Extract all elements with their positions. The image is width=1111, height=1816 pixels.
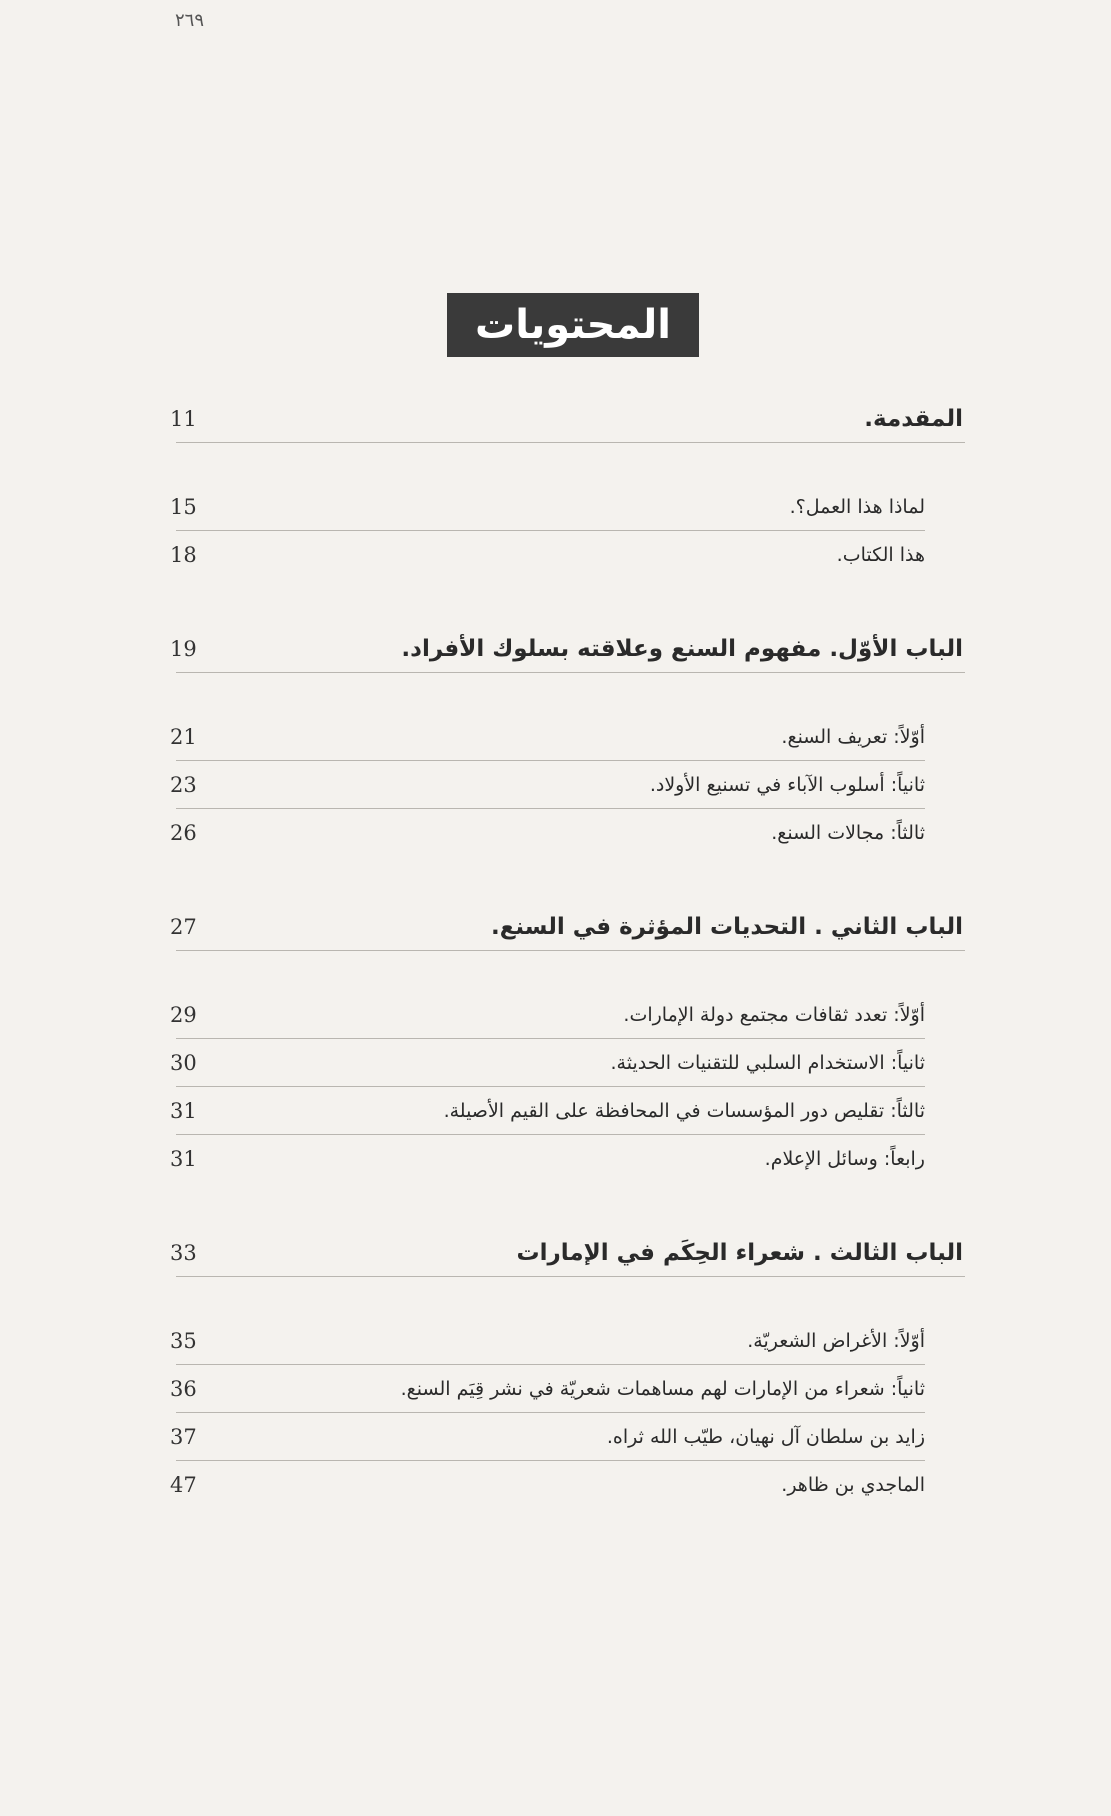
toc-entry-label: هذا الكتاب. bbox=[836, 544, 925, 566]
toc-entry-label: الباب الأوّل. مفهوم السنع وعلاقته بسلوك الأفراد. bbox=[401, 636, 963, 662]
toc-entry-label: ثانياً: أسلوب الآباء في تسنيع الأولاد. bbox=[649, 774, 925, 796]
toc-entry-why-this-work[interactable] bbox=[170, 483, 965, 531]
toc-page-number: 47 bbox=[170, 1473, 197, 1497]
table-of-contents bbox=[170, 395, 965, 1509]
toc-entry-this-book[interactable] bbox=[170, 531, 965, 579]
toc-entry-part-2-fourth[interactable] bbox=[170, 1135, 965, 1183]
toc-entry-label: المقدمة. bbox=[864, 406, 963, 432]
toc-entry-label: الماجدي بن ظاهر. bbox=[781, 1474, 925, 1496]
toc-entry-label: رابعاً: وسائل الإعلام. bbox=[764, 1148, 925, 1170]
toc-entry-label: زايد بن سلطان آل نهيان، طيّب الله ثراه. bbox=[606, 1426, 925, 1448]
toc-entry-part-1[interactable] bbox=[170, 625, 965, 673]
toc-entry-label: ثانياً: شعراء من الإمارات لهم مساهمات شعريّة في نشر قِيَم السنع. bbox=[400, 1378, 925, 1400]
toc-page-number: 15 bbox=[170, 495, 197, 519]
toc-entry-part-2-second[interactable] bbox=[170, 1039, 965, 1087]
toc-entry-part-2-third[interactable] bbox=[170, 1087, 965, 1135]
toc-page-number: 33 bbox=[170, 1241, 197, 1265]
toc-page-number: 29 bbox=[170, 1003, 197, 1027]
toc-entry-part-1-second[interactable] bbox=[170, 761, 965, 809]
toc-entry-part-2[interactable] bbox=[170, 903, 965, 951]
toc-entry-part-1-third[interactable] bbox=[170, 809, 965, 857]
toc-page-number: 36 bbox=[170, 1377, 197, 1401]
toc-page-number: 11 bbox=[170, 407, 197, 431]
toc-entry-part-1-first[interactable] bbox=[170, 713, 965, 761]
toc-entry-part-3-zayed[interactable] bbox=[170, 1413, 965, 1461]
toc-entry-part-3[interactable] bbox=[170, 1229, 965, 1277]
toc-entry-label: ثالثاً: مجالات السنع. bbox=[771, 822, 925, 844]
toc-entry-part-3-second[interactable] bbox=[170, 1365, 965, 1413]
toc-page-number: 27 bbox=[170, 915, 197, 939]
toc-page-number: 37 bbox=[170, 1425, 197, 1449]
toc-entry-introduction[interactable] bbox=[170, 395, 965, 443]
toc-page-number: 18 bbox=[170, 543, 197, 567]
toc-entry-label: ثانياً: الاستخدام السلبي للتقنيات الحديثة. bbox=[610, 1052, 925, 1074]
toc-entry-part-2-first[interactable] bbox=[170, 991, 965, 1039]
toc-entry-label: أوّلاً: تعدد ثقافات مجتمع دولة الإمارات. bbox=[623, 1004, 925, 1026]
toc-page-number: 26 bbox=[170, 821, 197, 845]
toc-page-number: 19 bbox=[170, 637, 197, 661]
toc-entry-label: ثالثاً: تقليص دور المؤسسات في المحافظة على القيم الأصيلة. bbox=[443, 1100, 925, 1122]
toc-entry-label: أوّلاً: الأغراض الشعريّة. bbox=[747, 1330, 925, 1352]
toc-entry-label: الباب الثالث . شعراء الحِكَم في الإمارات bbox=[516, 1240, 963, 1266]
toc-entry-part-3-majidi[interactable] bbox=[170, 1461, 965, 1509]
toc-page-number: 21 bbox=[170, 725, 197, 749]
toc-entry-label: الباب الثاني . التحديات المؤثرة في السنع. bbox=[490, 914, 963, 940]
page-corner-mark: ٢٦٩ bbox=[175, 10, 205, 31]
toc-page-number: 31 bbox=[170, 1099, 197, 1123]
toc-page-number: 23 bbox=[170, 773, 197, 797]
toc-page-number: 31 bbox=[170, 1147, 197, 1171]
toc-entry-label: أوّلاً: تعريف السنع. bbox=[781, 726, 925, 748]
toc-entry-label: لماذا هذا العمل؟. bbox=[789, 496, 925, 518]
toc-entry-part-3-first[interactable] bbox=[170, 1317, 965, 1365]
toc-page-number: 30 bbox=[170, 1051, 197, 1075]
page-title: المحتويات bbox=[447, 293, 699, 357]
toc-page-number: 35 bbox=[170, 1329, 197, 1353]
